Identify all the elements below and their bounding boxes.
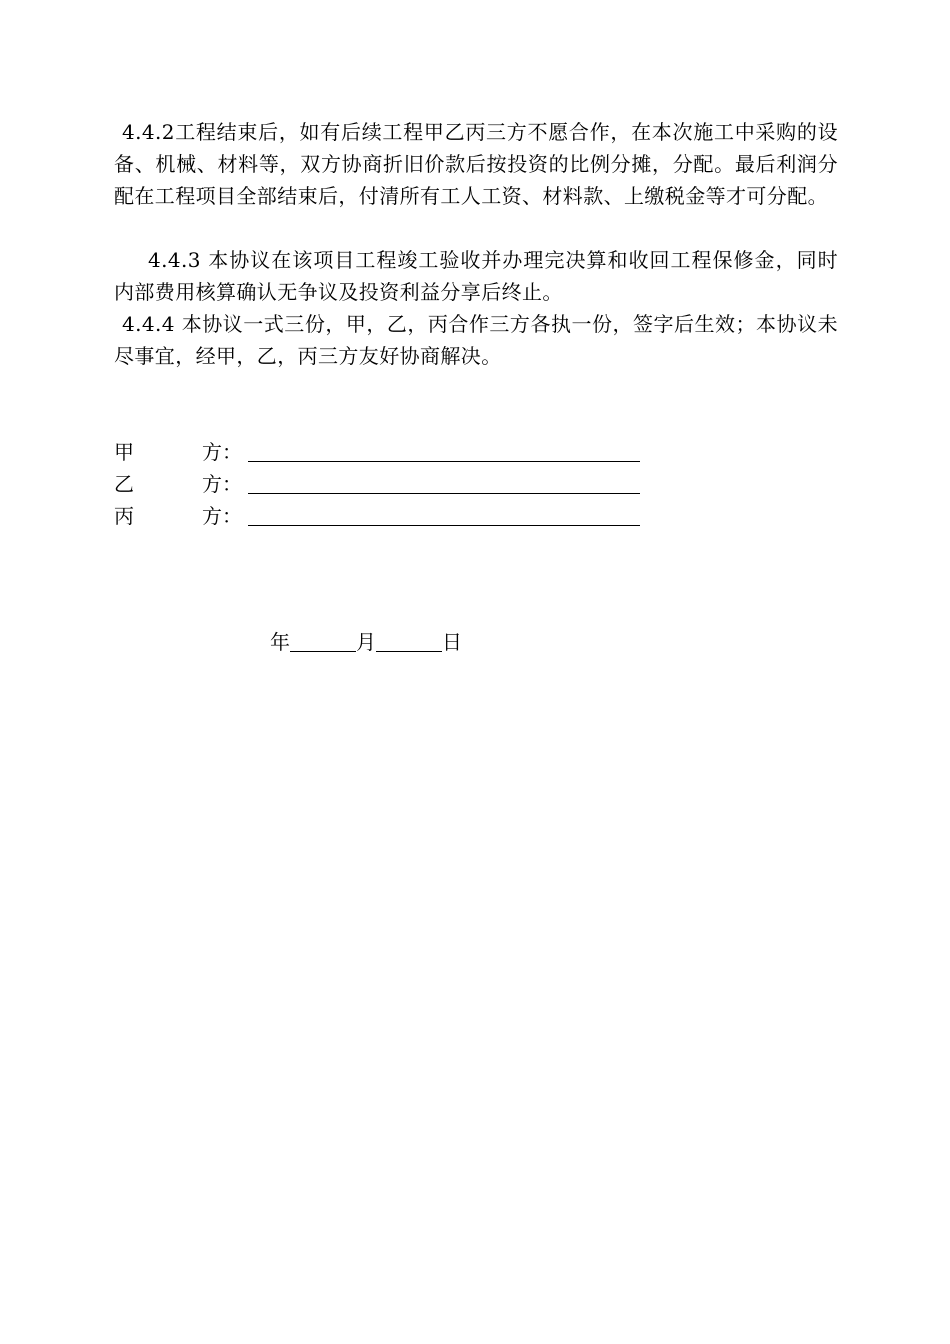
signing-date xyxy=(270,626,462,658)
party-a-name: 甲 xyxy=(114,440,134,464)
day-blank xyxy=(376,626,442,652)
party-b-name: 乙 xyxy=(114,472,134,496)
party-b-label: 方： xyxy=(202,472,242,496)
clause-4-4-3: 4.4.3 本协议在该项目工程竣工验收并办理完决算和收回工程保修金，同时内部费用核算确认无争议及投资利益分享后终止。 xyxy=(114,248,838,304)
clause-4-4-4: 4.4.4 本协议一式三份，甲，乙，丙合作三方各执一份，签字后生效；本协议未尽事宜，经甲，乙，丙三方友好协商解决。 xyxy=(114,312,838,368)
year-label: 年 xyxy=(270,630,290,654)
party-a-signature-line xyxy=(248,461,640,462)
party-a-label: 方： xyxy=(202,440,242,464)
month-label: 月 xyxy=(356,630,376,654)
party-c-label: 方： xyxy=(202,504,242,528)
day-label: 日 xyxy=(442,630,462,654)
party-c-signature-line xyxy=(248,525,640,526)
party-c-name: 丙 xyxy=(114,504,134,528)
party-b-signature-line xyxy=(248,493,640,494)
clause-4-4-2: 4.4.2工程结束后，如有后续工程甲乙丙三方不愿合作，在本次施工中采购的设备、机械、材料等，双方协商折旧价款后按投资的比例分摊，分配。最后利润分配在工程项目全部结束后，付清所有工人工资、材料款、上缴税金等才可分配。 xyxy=(114,120,838,208)
month-blank xyxy=(290,626,356,652)
